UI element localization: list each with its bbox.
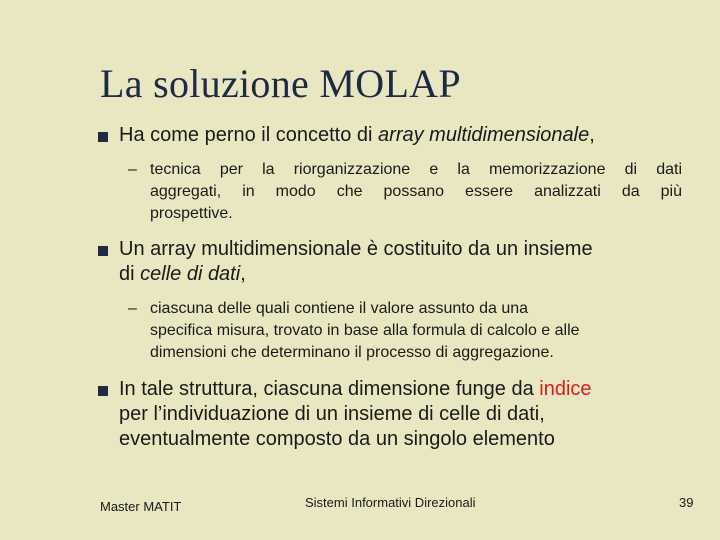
- bullet-3-text: [119, 377, 592, 452]
- square-bullet-icon: [98, 386, 108, 396]
- bullet-2-line-1: Un array multidimensionale è costituito da un insieme: [119, 238, 593, 260]
- dash-icon: –: [128, 161, 137, 178]
- square-bullet-icon: [98, 246, 108, 256]
- bullet-1-post: ,: [589, 124, 595, 146]
- sub-bullet-1-line-2: aggregati, in modo che possano essere analizzati da più: [150, 183, 682, 200]
- sub-bullet-2-text: [150, 298, 580, 364]
- bullet-1-text: [119, 123, 595, 148]
- sub-bullet-2-line-2: specifica misura, trovato in base alla formula di calcolo e alle: [150, 322, 580, 339]
- bullet-3-line-1-pre: In tale struttura, ciascuna dimensione funge da: [119, 378, 540, 400]
- dash-icon: –: [128, 300, 137, 317]
- bullet-2-line-2: [119, 262, 593, 287]
- footer-center: Sistemi Informativi Direzionali: [305, 495, 476, 510]
- bullet-2-line-2-pre: di: [119, 263, 141, 285]
- bullet-2-line-2-post: ,: [240, 263, 246, 285]
- bullet-2-emphasis: celle di dati: [140, 263, 241, 285]
- bullet-1-emphasis: array multidimensionale: [378, 124, 590, 146]
- bullet-3-line-3: eventualmente composto da un singolo elemento: [119, 428, 555, 450]
- sub-bullet-2-line-1: ciascuna delle quali contiene il valore assunto da una: [150, 300, 529, 317]
- slide-title: La soluzione MOLAP: [100, 61, 461, 106]
- sub-bullet-1-line-3: prospettive.: [150, 205, 233, 222]
- footer-left: Master MATIT: [100, 499, 182, 514]
- sub-bullet-1-line-1: tecnica per la riorganizzazione e la memorizzazione di dati: [150, 161, 682, 178]
- bullet-2-text: [119, 237, 593, 287]
- bullet-1-pre: Ha come perno il concetto di: [119, 124, 379, 146]
- page-number: 39: [679, 495, 694, 510]
- square-bullet-icon: [98, 132, 108, 142]
- bullet-3-line-1: [119, 377, 592, 402]
- sub-bullet-2-line-3: dimensioni che determinano il processo di aggregazione.: [150, 344, 554, 361]
- sub-bullet-1-text: [150, 159, 682, 225]
- highlight-term: indice: [539, 378, 592, 400]
- bullet-3-line-2: per l’individuazione di un insieme di celle di dati,: [119, 403, 545, 425]
